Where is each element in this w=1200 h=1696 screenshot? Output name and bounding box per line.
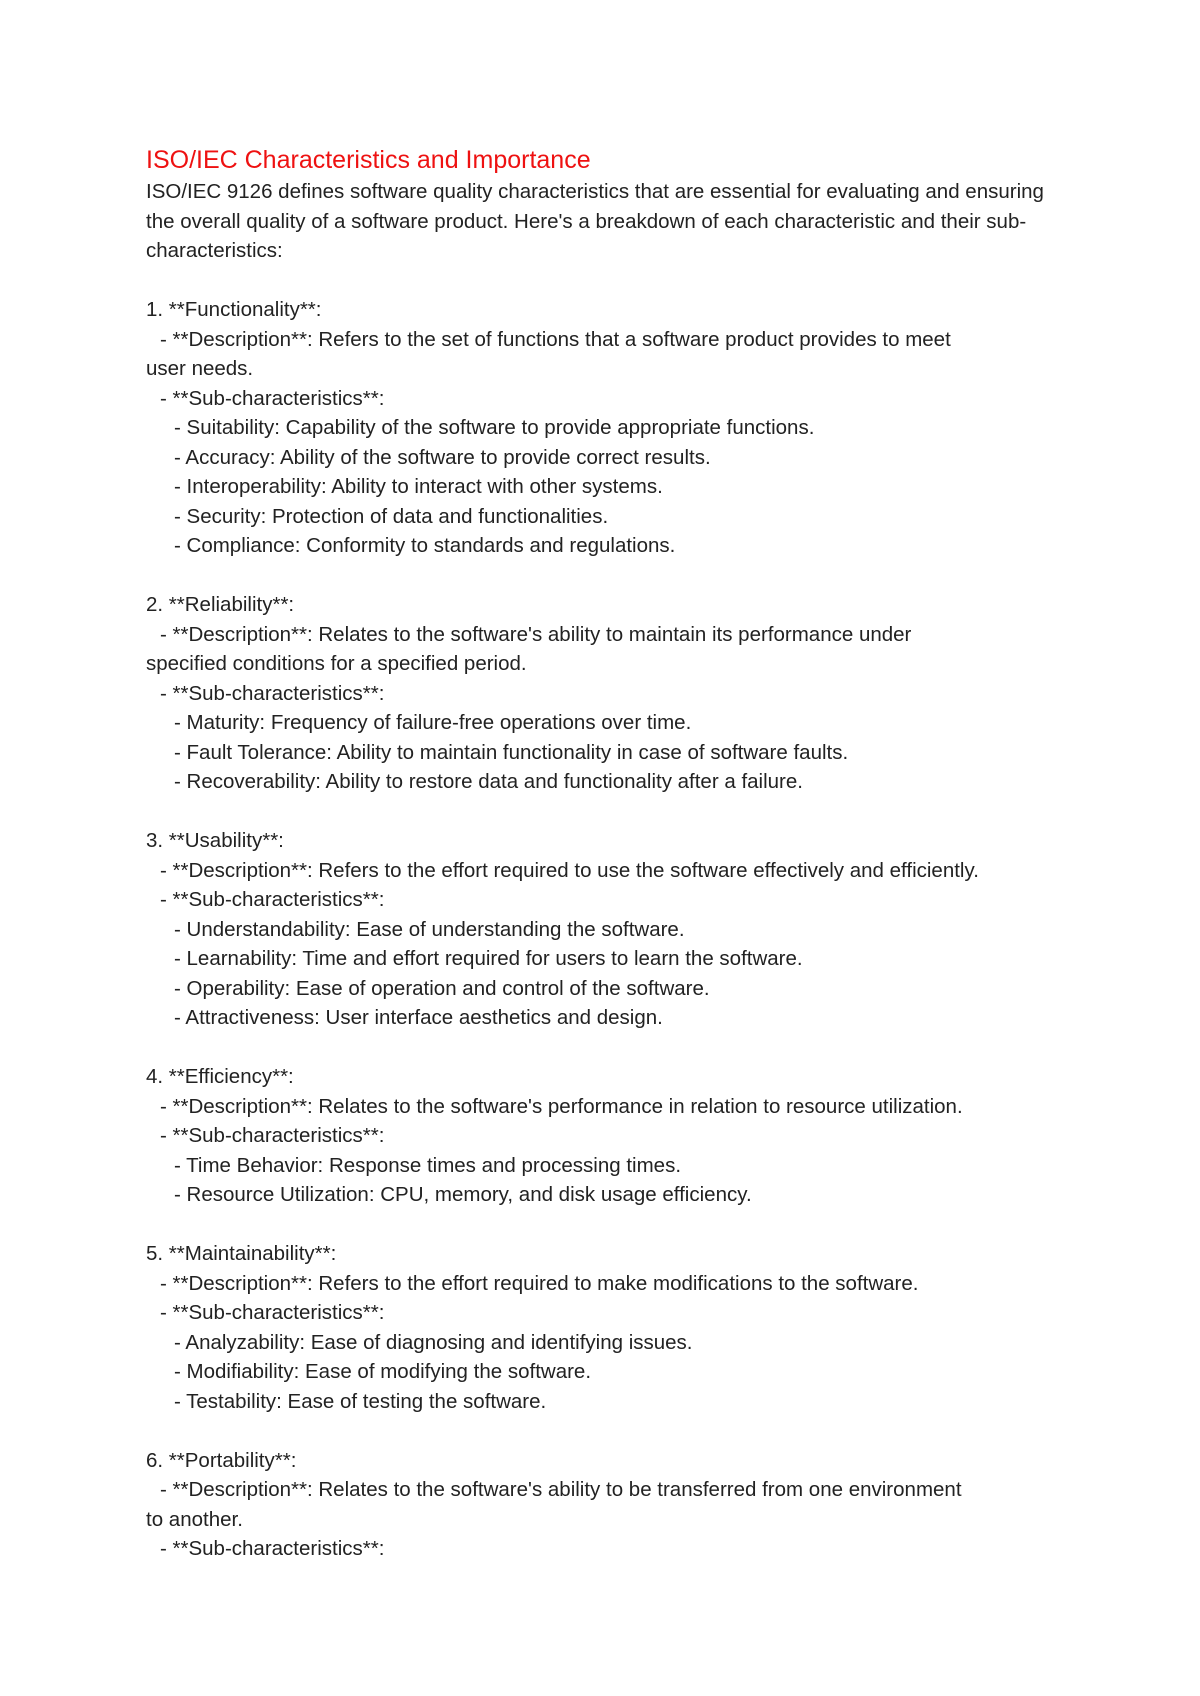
sub-characteristic-item: - Fault Tolerance: Ability to maintain functionality in case of software faults. (174, 740, 849, 764)
document-page (146, 143, 1076, 1593)
section-efficiency (146, 1062, 1076, 1210)
section-usability (146, 826, 1076, 1033)
sub-characteristic-item: - Resource Utilization: CPU, memory, and disk usage efficiency. (174, 1183, 752, 1206)
sub-characteristics-label: - **Sub-characteristics**: (160, 1124, 385, 1147)
section-heading: 5. **Maintainability**: (146, 1242, 337, 1265)
sub-characteristics-label: - **Sub-characteristics**: (160, 1301, 385, 1324)
section-description-continued: to another. (146, 1507, 243, 1531)
sub-characteristic-item: - Recoverability: Ability to restore data and functionality after a failure. (174, 770, 803, 793)
sub-characteristic-item: - Testability: Ease of testing the software. (174, 1389, 547, 1413)
sub-characteristic-item: - Modifiability: Ease of modifying the software. (174, 1360, 592, 1383)
sub-characteristic-item: - Attractiveness: User interface aesthetics and design. (174, 1006, 663, 1029)
sub-characteristic-item: - Suitability: Capability of the software to provide appropriate functions. (174, 416, 815, 439)
section-description: - **Description**: Relates to the software's performance in relation to resource utilization. (160, 1094, 963, 1118)
sub-characteristics-label: - **Sub-characteristics**: (160, 1537, 385, 1560)
section-portability (146, 1446, 1076, 1564)
sub-characteristics-label: - **Sub-characteristics**: (160, 888, 385, 911)
sub-characteristics-label: - **Sub-characteristics**: (160, 386, 385, 410)
sub-characteristic-item: - Maturity: Frequency of failure-free operations over time. (174, 711, 692, 734)
sub-characteristic-item: - Security: Protection of data and functionalities. (174, 504, 609, 528)
section-description-continued: user needs. (146, 357, 254, 380)
sub-characteristics-label: - **Sub-characteristics**: (160, 681, 385, 705)
sub-characteristic-item: - Operability: Ease of operation and control of the software. (174, 976, 710, 1000)
section-heading: 2. **Reliability**: (146, 593, 295, 616)
section-description: - **Description**: Relates to the software's ability to maintain its performance under (160, 622, 912, 646)
section-heading: 6. **Portability**: (146, 1448, 297, 1472)
sub-characteristic-item: - Interoperability: Ability to interact with other systems. (174, 475, 663, 498)
sub-characteristic-item: - Compliance: Conformity to standards and regulations. (174, 534, 676, 557)
document-title: ISO/IEC Characteristics and Importance (146, 146, 591, 174)
section-heading: 1. **Functionality**: (146, 298, 322, 321)
section-description: - **Description**: Refers to the set of functions that a software product provides to meet (160, 327, 951, 351)
intro-paragraph: ISO/IEC 9126 defines software quality characteristics that are essential for evaluating and ensuring the overall quality of a software product. Here's a breakdown of each characteristic and their sub-characteristics: (146, 180, 1044, 262)
section-description: - **Description**: Refers to the effort required to use the software effectively and efficiently. (160, 858, 979, 882)
section-maintainability (146, 1239, 1076, 1416)
sub-characteristic-item: - Understandability: Ease of understanding the software. (174, 917, 685, 941)
section-heading: 4. **Efficiency**: (146, 1065, 294, 1088)
section-description: - **Description**: Relates to the software's ability to be transferred from one environment (160, 1478, 962, 1501)
sub-characteristic-item: - Time Behavior: Response times and processing times. (174, 1153, 682, 1177)
sub-characteristic-item: - Analyzability: Ease of diagnosing and identifying issues. (174, 1330, 693, 1354)
section-functionality (146, 295, 1076, 561)
section-description: - **Description**: Refers to the effort required to make modifications to the software. (160, 1271, 919, 1295)
section-heading: 3. **Usability**: (146, 829, 284, 852)
section-reliability (146, 590, 1076, 797)
sub-characteristic-item: - Accuracy: Ability of the software to provide correct results. (174, 445, 711, 469)
sub-characteristic-item: - Learnability: Time and effort required for users to learn the software. (174, 947, 803, 970)
section-description-continued: specified conditions for a specified period. (146, 652, 527, 675)
